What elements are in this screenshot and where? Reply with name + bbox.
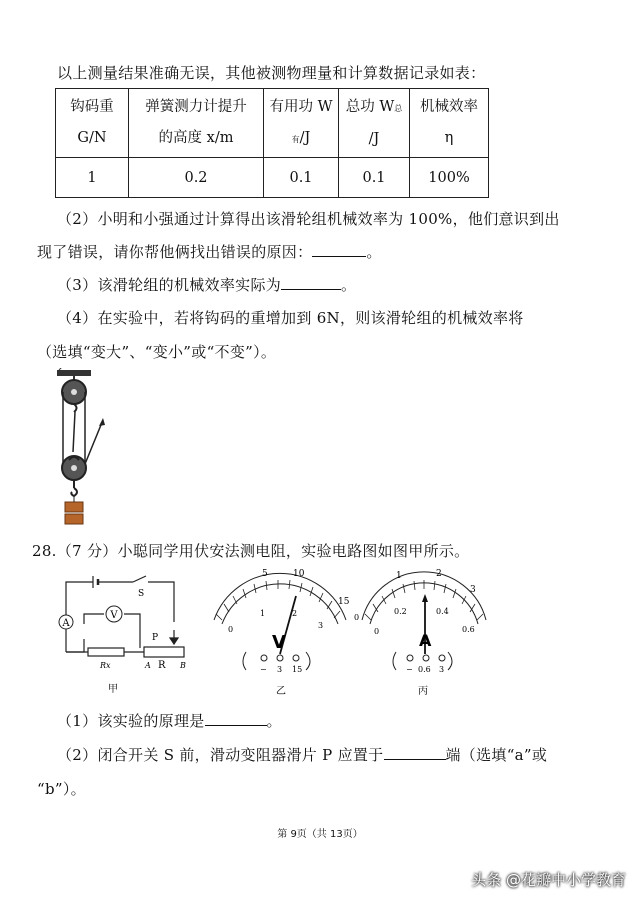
svg-text:5: 5: [262, 569, 268, 579]
caption-jia: 甲: [108, 684, 118, 694]
svg-text:0.6: 0.6: [462, 625, 475, 634]
cell-weight: 1: [56, 158, 129, 198]
svg-text:3: 3: [318, 621, 324, 630]
svg-text:2: 2: [292, 609, 298, 618]
svg-text:3: 3: [277, 665, 283, 674]
ammeter-label: A: [62, 618, 70, 629]
q3-line: （3）该滑轮组的机械效率实际为 。: [57, 276, 357, 294]
svg-text:1: 1: [260, 609, 266, 618]
q2-line2: 现了错误，请你帮他俩找出错误的原因： 。: [37, 243, 382, 261]
intro-text: 以上测量结果准确无误，其他被测物理量和计算数据记录如表：: [57, 64, 486, 82]
voltmeter-label: V: [110, 610, 118, 621]
pulley-figure: [55, 368, 115, 534]
voltmeter-dial: [200, 568, 360, 698]
watermark: 头条 @花瓣中小学教育: [471, 871, 626, 889]
answer-blank[interactable]: [384, 745, 446, 760]
caption-yi: 乙: [276, 686, 286, 697]
end-a-label: A: [145, 661, 151, 670]
svg-text:10: 10: [293, 569, 305, 579]
weight-block: [65, 514, 83, 524]
circuit-diagram: [48, 574, 198, 694]
r-label: R: [158, 660, 166, 671]
ammeter-symbol: A: [419, 631, 432, 650]
svg-text:0: 0: [228, 625, 234, 634]
end-b-label: B: [180, 661, 186, 670]
cell-height: 0.2: [129, 158, 264, 198]
svg-text:0.6: 0.6: [418, 665, 431, 674]
svg-text:3: 3: [439, 665, 445, 674]
svg-text:−: −: [260, 665, 267, 674]
q2-line1: （2）小明和小强通过计算得出该滑轮组机械效率为 100%，他们意识到出: [57, 210, 560, 228]
answer-blank[interactable]: [205, 711, 267, 726]
header-height: 弹簧测力计提升 的高度 x/m: [129, 89, 264, 158]
q28-2-line1: （2）闭合开关 S 前，滑动变阻器滑片 P 应置于 端（选填“a”或: [57, 746, 548, 764]
answer-blank[interactable]: [312, 242, 366, 257]
header-useful-work: 有用功 W 有/J: [264, 89, 339, 158]
svg-text:15: 15: [292, 665, 303, 674]
header-weight: 钩码重 G/N: [56, 89, 129, 158]
cell-efficiency: 100%: [410, 158, 489, 198]
svg-text:−: −: [406, 665, 413, 674]
svg-text:0.4: 0.4: [436, 607, 449, 616]
q4-line2: （选填“变大”、“变小”或“不变”）。: [37, 343, 277, 361]
svg-text:0: 0: [354, 613, 360, 622]
ammeter-dial: [352, 568, 497, 698]
table-row: [56, 158, 489, 198]
q4-line1: （4）在实验中，若将钩码的重增加到 6N，则该滑轮组的机械效率将: [57, 309, 524, 327]
svg-text:0: 0: [374, 627, 380, 636]
svg-text:15: 15: [338, 597, 350, 607]
svg-text:1: 1: [396, 571, 402, 581]
svg-text:0.2: 0.2: [394, 607, 407, 616]
q28-heading: 28.（7 分）小聪同学用伏安法测电阻，实验电路图如图甲所示。: [32, 542, 470, 560]
rope-pull: [85, 420, 103, 464]
rx-label: Rx: [100, 661, 111, 670]
switch-label: S: [138, 589, 145, 599]
svg-text:2: 2: [436, 569, 442, 579]
caption-bing: 丙: [418, 686, 428, 697]
header-efficiency: 机械效率 η: [410, 89, 489, 158]
answer-blank[interactable]: [281, 275, 341, 290]
q28-1-line: （1）该实验的原理是 。: [57, 712, 282, 730]
header-total-work: 总功 W总 /J: [339, 89, 410, 158]
q28-2-line2: “b”）。: [37, 780, 86, 798]
cell-total-work: 0.1: [339, 158, 410, 198]
svg-text:3: 3: [470, 585, 476, 595]
slider-label: P: [152, 633, 159, 643]
page-footer: 第 9页（共 13页）: [277, 829, 363, 840]
cell-useful-work: 0.1: [264, 158, 339, 198]
voltmeter-symbol: V: [272, 632, 286, 653]
weight-block: [65, 502, 83, 512]
data-table: [55, 88, 489, 198]
